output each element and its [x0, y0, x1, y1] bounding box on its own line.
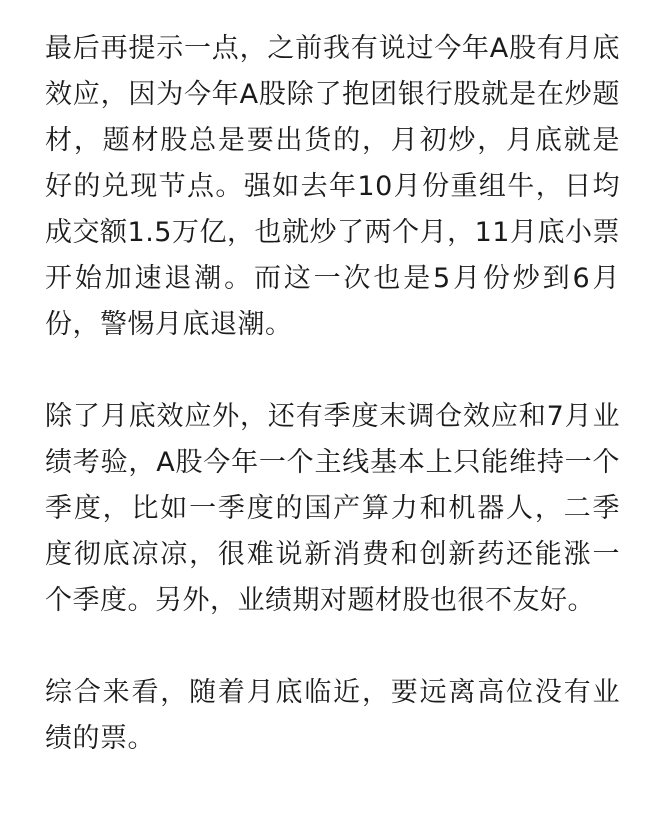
paragraph-spacer [45, 624, 620, 670]
paragraph-spacer [45, 348, 620, 394]
paragraph-month-end-effect: 最后再提示一点，之前我有说过今年A股有月底效应，因为今年A股除了抱团银行股就是在炒题材，题材股总是要出货的，月初炒，月底就是好的兑现节点。强如去年10月份重组牛，日均成交额1.5万亿，也就炒了两个月，11月底小票开始加速退潮。而这一次也是5月份炒到6月份，警惕月底退潮。 [45, 33, 620, 340]
paragraph-conclusion: 综合来看，随着月底临近，要远离高位没有业绩的票。 [45, 677, 620, 754]
paragraph-quarter-end-effect: 除了月底效应外，还有季度末调仓效应和7月业绩考验，A股今年一个主线基本上只能维持一个季度，比如一季度的国产算力和机器人，二季度彻底凉凉，很难说新消费和创新药还能涨一个季度。另外，业绩期对题材股也很不友好。 [45, 401, 620, 616]
